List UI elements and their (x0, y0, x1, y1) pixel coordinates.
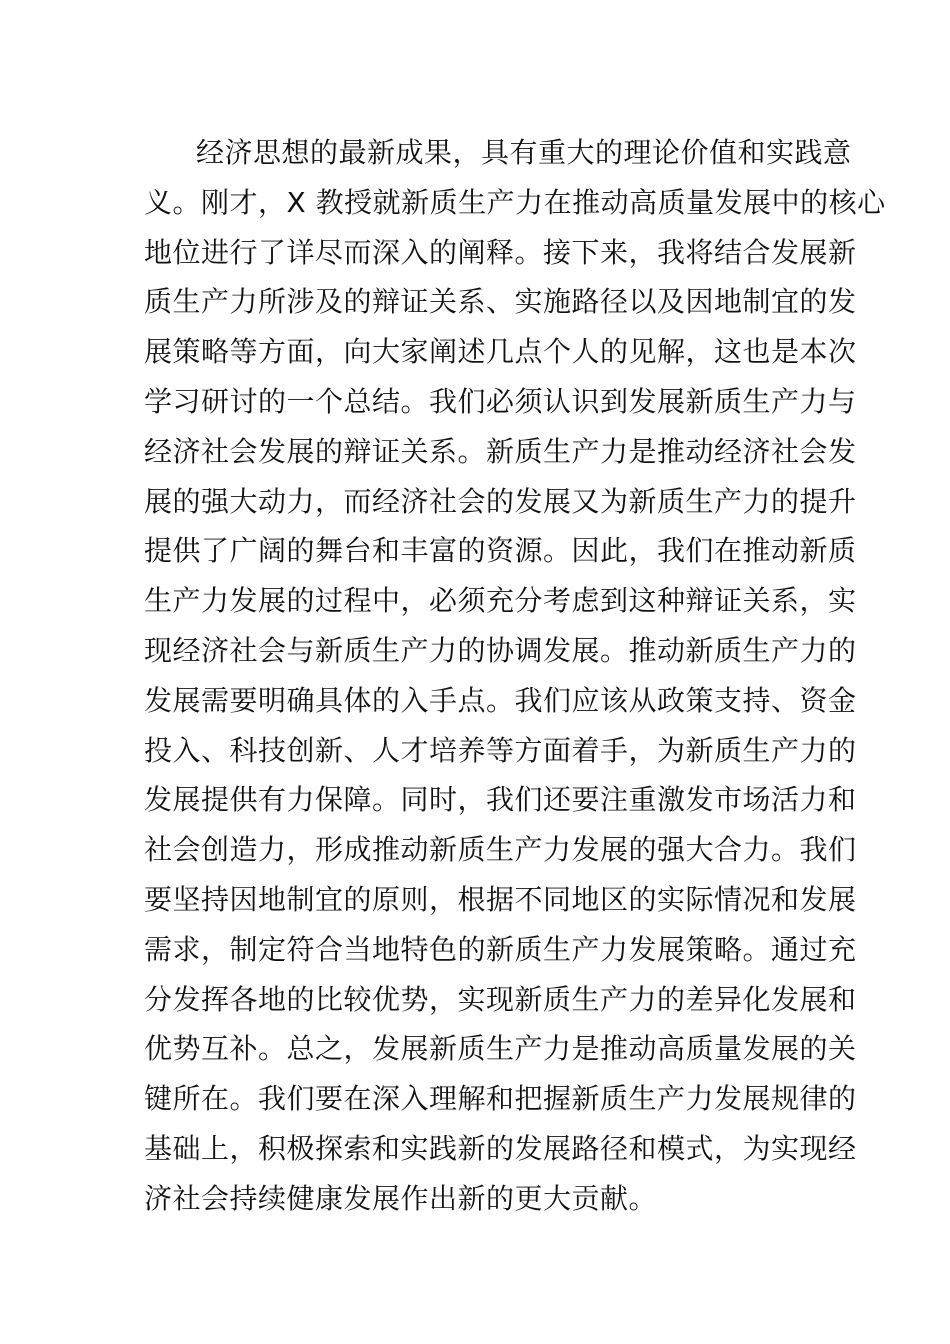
paragraph-line: 键所在。我们要在深入理解和把握新质生产力发展规律的 (144, 1082, 857, 1116)
paragraph-line: 基础上，积极探索和实践新的发展路径和模式，为实现经 (144, 1131, 857, 1165)
paragraph-line: 提供了广阔的舞台和丰富的资源。因此，我们在推动新质 (144, 534, 857, 568)
paragraph-line: 经济思想的最新成果，具有重大的理论价值和实践意 (196, 136, 852, 169)
paragraph-line: 社会创造力，形成推动新质生产力发展的强大合力。我们 (144, 833, 857, 867)
paragraph-line: 发展提供有力保障。同时，我们还要注重激发市场活力和 (144, 783, 857, 817)
paragraph-line: 分发挥各地的比较优势，实现新质生产力的差异化发展和 (144, 982, 857, 1016)
paragraph-line: 现经济社会与新质生产力的协调发展。推动新质生产力的 (144, 633, 857, 667)
paragraph-line: 学习研讨的一个总结。我们必须认识到发展新质生产力与 (144, 384, 857, 418)
paragraph-line: 展策略等方面，向大家阐述几点个人的见解，这也是本次 (144, 335, 857, 369)
paragraph-line: 要坚持因地制宜的原则，根据不同地区的实际情况和发展 (144, 882, 857, 916)
paragraph-line: 质生产力所涉及的辩证关系、实施路径以及因地制宜的发 (144, 285, 857, 319)
paragraph-line: 地位进行了详尽而深入的阐释。接下来，我将结合发展新 (144, 235, 857, 269)
paragraph-line: 优势互补。总之，发展新质生产力是推动高质量发展的关 (144, 1032, 857, 1066)
paragraph-line: 济社会持续健康发展作出新的更大贡献。 (144, 1181, 658, 1215)
paragraph-line: 展的强大动力，而经济社会的发展又为新质生产力的提升 (144, 484, 857, 518)
paragraph-line: 投入、科技创新、人才培养等方面着手，为新质生产力的 (144, 733, 857, 767)
paragraph-line: 经济社会发展的辩证关系。新质生产力是推动经济社会发 (144, 434, 857, 468)
paragraph-line: 发展需要明确具体的入手点。我们应该从政策支持、资金 (144, 683, 857, 717)
paragraph-line: 义。刚才，X 教授就新质生产力在推动高质量发展中的核心 (144, 185, 886, 219)
paragraph-line: 需求，制定符合当地特色的新质生产力发展策略。通过充 (144, 932, 857, 966)
body-paragraph (144, 128, 886, 1224)
paragraph-line: 生产力发展的过程中，必须充分考虑到这种辩证关系，实 (144, 584, 857, 618)
